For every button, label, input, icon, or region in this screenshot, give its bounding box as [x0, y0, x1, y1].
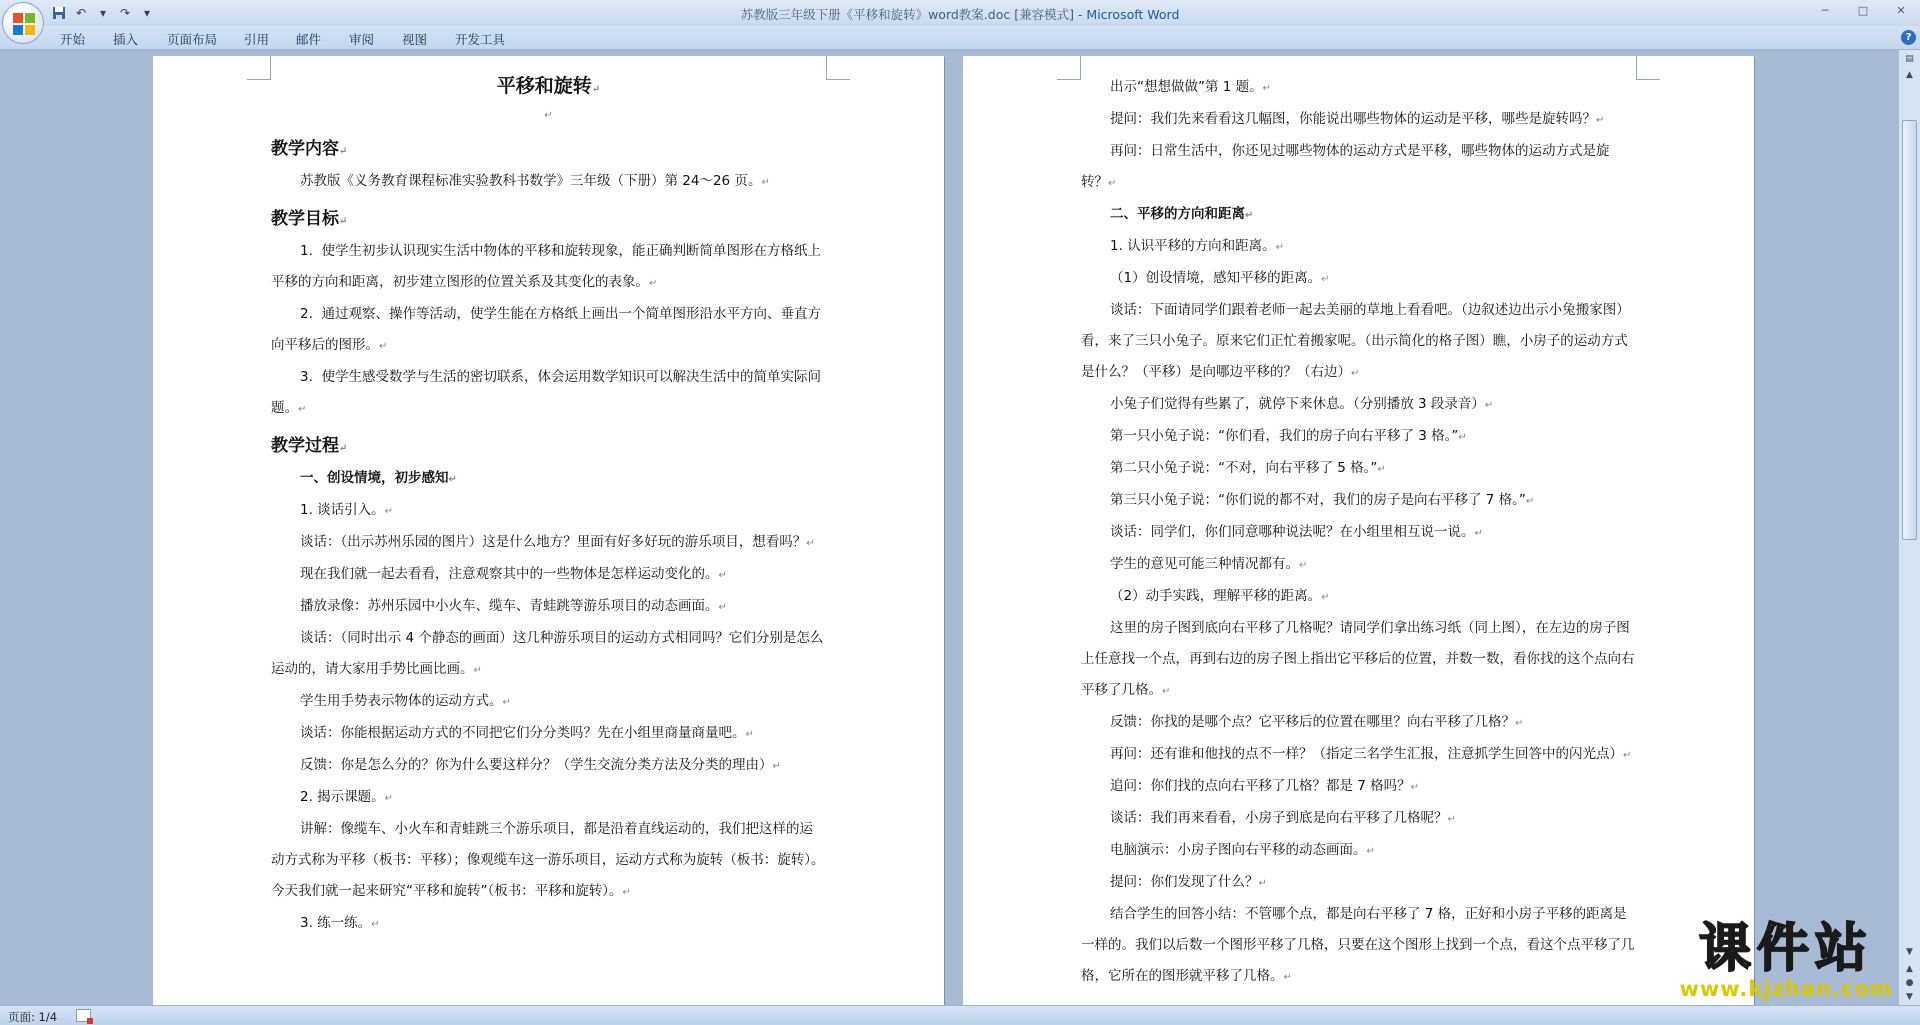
paragraph-text: 教学内容 — [271, 139, 339, 159]
paragraph-text: 这里的房子图到底向右平移了几格呢？请同学们拿出练习纸（同上图），在左边的房子图上任意找一个点，再到右边的房子图上指出它平移后的位置，并数一数，看你找的这个点向右平移了几格。 — [1081, 620, 1635, 698]
paragraph — [1081, 231, 1636, 263]
page-1-paragraphs — [271, 135, 826, 940]
paragraph-text: 电脑演示：小房子图向右平移的动态画面。 — [1110, 842, 1367, 858]
paragraph-mark: ↵ — [1484, 400, 1494, 411]
document-page-1[interactable] — [153, 56, 944, 1005]
ribbon-tabs — [0, 26, 1920, 50]
paragraph — [271, 718, 826, 750]
next-page-icon[interactable]: ▼ — [1906, 992, 1913, 1002]
margin-corner-mark — [1636, 56, 1660, 80]
document-workspace — [0, 50, 1898, 1005]
document-title: 苏教版三年级下册《平移和旋转》word教案.doc [兼容模式] - — [740, 7, 1087, 22]
paragraph — [271, 623, 826, 686]
section-heading — [271, 205, 826, 236]
scroll-down-icon[interactable]: ▼ — [1906, 947, 1913, 957]
paragraph-text: 学生的意见可能三种情况都有。 — [1110, 556, 1299, 572]
paragraph-text: 谈话：（出示苏州乐园的图片）这是什么地方？里面有好多好玩的游乐项目，想看吗？ — [300, 534, 807, 550]
paragraph-text: 3. 练一练。 — [300, 915, 372, 931]
paragraph-mark: ↵ — [339, 216, 348, 227]
paragraph-text: 1. 使学生初步认识现实生活中物体的平移和旋转现象，能正确判断简单图形在方格纸上平移的方向和距离，初步建立图形的位置关系及其变化的表象。 — [271, 243, 821, 290]
paragraph-mark: ↵ — [1447, 814, 1456, 825]
paragraph — [271, 686, 826, 718]
empty-paragraph — [271, 102, 826, 128]
paragraph — [1081, 389, 1636, 421]
paragraph-mark: ↵ — [379, 341, 388, 352]
paragraph-mark: ↵ — [806, 538, 815, 549]
margin-corner-mark — [247, 56, 271, 80]
paragraph-text: 反馈：你找的是哪个点？它平移后的位置在哪里？向右平移了几格？ — [1110, 714, 1515, 730]
paragraph — [271, 814, 826, 908]
paragraph-text: 1. 认识平移的方向和距离。 — [1110, 238, 1276, 254]
paragraph — [1081, 136, 1636, 199]
paragraph — [271, 527, 826, 559]
close-button[interactable]: ✕ — [1896, 3, 1906, 17]
paragraph-text: 谈话：同学们，你们同意哪种说法呢？在小组里相互说一说。 — [1110, 524, 1475, 540]
paragraph-mark: ↵ — [718, 602, 727, 613]
paragraph — [271, 362, 826, 425]
paragraph — [1081, 263, 1636, 295]
margin-corner-mark — [1057, 56, 1081, 80]
paragraph-mark: ↵ — [1245, 210, 1254, 221]
paragraph-text: 2. 通过观察、操作等活动，使学生能在方格纸上画出一个简单图形沿水平方向、垂直方向平移后的图形。 — [271, 306, 821, 353]
paragraph-text: 教学过程 — [271, 436, 339, 456]
section-heading — [271, 432, 826, 463]
paragraph-mark: ↵ — [339, 146, 348, 157]
paragraph-text: 现在我们就一起去看看，注意观察其中的一些物体是怎样运动变化的。 — [300, 566, 719, 582]
paragraph-text: 谈话：下面请同学们跟着老师一起去美丽的草地上看看吧。（边叙述边出示小兔搬家图）看，来了三只小兔子。原来它们正忙着搬家呢。（出示简化的格子图）瞧，小房子的运动方式是什么？（平移）是向哪边平移的？（右边） — [1081, 302, 1630, 380]
margin-corner-mark — [826, 56, 850, 80]
paragraph — [1081, 613, 1636, 707]
paragraph — [1081, 581, 1636, 613]
paragraph-mark: ↵ — [448, 474, 457, 485]
previous-page-icon[interactable]: ▲ — [1906, 964, 1913, 974]
paragraph — [271, 908, 826, 940]
watermark-text: 课件站 — [1698, 919, 1873, 979]
paragraph-mark: ↵ — [745, 729, 754, 740]
paragraph-text: 播放录像：苏州乐园中小火车、缆车、青蛙跳等游乐项目的动态画面。 — [300, 598, 719, 614]
paragraph-mark: ↵ — [384, 793, 394, 804]
view-ruler-icon[interactable]: ▤ — [1905, 54, 1914, 64]
paragraph-mark: ↵ — [473, 665, 482, 676]
paragraph-text: 第三只小兔子说：“你们说的都不对，我们的房子是向右平移了 7 格。” — [1110, 492, 1526, 508]
help-icon[interactable]: ? — [1901, 30, 1916, 45]
paragraph-text: 出示“想想做做”第 1 题。 — [1110, 79, 1263, 95]
paragraph-text: 谈话：你能根据运动方式的不同把它们分分类吗？先在小组里商量商量吧。 — [300, 725, 746, 741]
document-heading — [271, 70, 826, 102]
paragraph-text: 讲解：像缆车、小火车和青蛙跳三个游乐项目，都是沿着直线运动的，我们把这样的运动方式称为平移（板书：平移）；像观缆车这一游乐项目，运动方式称为旋转（板书：旋转）。今天我们就一起来研究“平移和旋转”（板书：平移和旋转）。 — [271, 821, 825, 899]
tab-references[interactable]: 引用 — [244, 32, 270, 47]
paragraph-text: 第一只小兔子说：“你们看，我们的房子向右平移了 3 格。” — [1110, 428, 1459, 444]
paragraph — [1081, 771, 1636, 803]
paragraph — [271, 559, 826, 591]
vertical-scrollbar[interactable] — [1898, 50, 1920, 1005]
paragraph-mark: ↵ — [591, 84, 601, 95]
paragraph-text: 反馈：你是怎么分的？你为什么要这样分？（学生交流分类方法及分类的理由） — [300, 757, 773, 773]
paragraph-mark: ↵ — [371, 919, 380, 930]
paragraph — [271, 782, 826, 814]
paragraph-mark: ↵ — [1623, 750, 1632, 761]
document-page-2[interactable] — [963, 56, 1754, 1005]
paragraph-text: 3. 使学生感受数学与生活的密切联系，体会运用数学知识可以解决生活中的简单实际问题。 — [271, 369, 821, 416]
paragraph-text: 二、平移的方向和距离 — [1110, 206, 1245, 222]
paragraph — [1081, 453, 1636, 485]
paragraph-mark: ↵ — [622, 887, 631, 898]
watermark-url: www.kjzhan.com — [1679, 977, 1893, 1001]
title-bar — [0, 0, 1920, 26]
paragraph-mark: ↵ — [502, 697, 511, 708]
paragraph-text: （2）动手实践，理解平移的距离。 — [1110, 588, 1322, 604]
paragraph-mark: ↵ — [772, 761, 781, 772]
scrollbar-thumb[interactable] — [1902, 120, 1917, 540]
paragraph — [1081, 199, 1636, 231]
paragraph — [271, 463, 826, 495]
page-2-paragraphs — [1081, 72, 1636, 993]
paragraph — [1081, 803, 1636, 835]
paragraph-mark: ↵ — [339, 443, 348, 454]
paragraph — [1081, 899, 1636, 993]
paragraph-mark: ↵ — [1525, 496, 1535, 507]
paragraph — [1081, 104, 1636, 136]
office-button[interactable] — [2, 2, 44, 44]
section-heading — [271, 135, 826, 166]
paragraph — [1081, 485, 1636, 517]
paragraph-text: 提问：我们先来看看这几幅图，你能说出哪些物体的运动是平移，哪些是旋转吗？ — [1110, 111, 1596, 127]
paragraph-mark: ↵ — [1299, 560, 1308, 571]
tab-view[interactable]: 视图 — [402, 32, 428, 47]
paragraph-mark: ↵ — [1596, 115, 1605, 126]
undo-dropdown-icon[interactable]: ▾ — [99, 6, 107, 20]
paragraph-mark: ↵ — [1108, 178, 1117, 189]
paragraph — [271, 495, 826, 527]
paragraph — [271, 166, 826, 198]
app-name: Microsoft Word — [1086, 7, 1180, 22]
paragraph-text: 再问：日常生活中，你还见过哪些物体的运动方式是平移，哪些物体的运动方式是旋转？ — [1081, 143, 1610, 190]
paragraph-mark: ↵ — [1474, 528, 1483, 539]
redo-icon[interactable]: ↷ — [119, 6, 131, 20]
paragraph-mark: ↵ — [1283, 972, 1292, 983]
status-bar — [0, 1005, 1920, 1025]
paragraph-text: 小兔子们觉得有些累了，就停下来休息。（分别播放 3 段录音） — [1110, 396, 1485, 412]
window-title — [0, 5, 1920, 23]
paragraph — [1081, 835, 1636, 867]
paragraph-mark: ↵ — [298, 404, 307, 415]
page-indicator[interactable]: 页面: 1/4 — [8, 1010, 58, 1024]
paragraph-text: 苏教版《义务教育课程标准实验教科书数学》三年级（下册）第 24～26 页。 — [300, 173, 762, 189]
paragraph — [1081, 549, 1636, 581]
paragraph — [271, 236, 826, 299]
page-2-text[interactable] — [1081, 72, 1636, 993]
scroll-up-icon[interactable]: ▲ — [1906, 70, 1913, 80]
site-watermark — [1668, 920, 1904, 1000]
paragraph-mark: ↵ — [1351, 368, 1360, 379]
paragraph-mark: ↵ — [761, 177, 770, 188]
paragraph-mark: ↵ — [384, 506, 394, 517]
maximize-button[interactable]: □ — [1857, 3, 1869, 17]
browse-object-icon[interactable]: ● — [1905, 978, 1914, 988]
page-1-text[interactable] — [271, 70, 826, 940]
paragraph — [1081, 421, 1636, 453]
undo-icon[interactable]: ↶ — [75, 6, 87, 20]
paragraph — [1081, 72, 1636, 104]
paragraph-mark: ↵ — [1410, 782, 1420, 793]
paragraph-mark: ↵ — [1258, 878, 1267, 889]
paragraph-text: （1）创设情境，感知平移的距离。 — [1110, 270, 1322, 286]
paragraph — [1081, 739, 1636, 771]
paragraph-mark: ↵ — [1366, 846, 1375, 857]
paragraph — [1081, 707, 1636, 739]
office-logo-icon — [13, 13, 35, 35]
paragraph-text: 谈话：（同时出示 4 个静态的画面）这几种游乐项目的运动方式相同吗？它们分别是怎么运动的，请大家用手势比画比画。 — [271, 630, 824, 677]
paragraph-text: 教学目标 — [271, 209, 339, 229]
paragraph — [271, 591, 826, 623]
tab-review[interactable]: 审阅 — [349, 32, 375, 47]
paragraph-text: 再问：还有谁和他找的点不一样？（指定三名学生汇报，注意抓学生回答中的闪光点） — [1110, 746, 1623, 762]
paragraph — [1081, 295, 1636, 389]
paragraph-mark: ↵ — [1162, 686, 1171, 697]
paragraph — [271, 299, 826, 362]
paragraph-mark: ↵ — [1321, 274, 1330, 285]
paragraph-text: 第二只小兔子说：“不对，向右平移了 5 格。” — [1110, 460, 1378, 476]
paragraph-text: 谈话：我们再来看看，小房子到底是向右平移了几格呢？ — [1110, 810, 1448, 826]
paragraph-mark: ↵ — [649, 278, 658, 289]
window-controls — [1806, 0, 1920, 20]
paragraph-text: 1. 谈话引入。 — [300, 502, 385, 518]
paragraph-text: 追问：你们找的点向右平移了几格？都是 7 格吗？ — [1110, 778, 1411, 794]
tab-page-layout[interactable]: 页面布局 — [167, 32, 218, 47]
customize-qat-icon[interactable]: ▾ — [143, 6, 151, 20]
paragraph-mark: ↵ — [1377, 464, 1386, 475]
paragraph-text: 学生用手势表示物体的运动方式。 — [300, 693, 503, 709]
paragraph-mark: ↵ — [1262, 83, 1272, 94]
paragraph-mark: ↵ — [718, 570, 727, 581]
minimize-button[interactable]: ─ — [1821, 3, 1829, 17]
paragraph-mark: ↵ — [1321, 592, 1330, 603]
paragraph-mark: ↵ — [1458, 432, 1467, 443]
proofing-status-icon[interactable] — [76, 1009, 91, 1022]
tab-home[interactable]: 开始 — [60, 32, 86, 47]
document-heading-text: 平移和旋转 — [496, 75, 592, 97]
paragraph-text: 结合学生的回答小结：不管哪个点，都是向右平移了 7 格，正好和小房子平移的距离是一样的。我们以后数一个图形平移了几格，只要在这个图形上找到一个点，看这个点平移了几格，它所在的图形就平移了几格。 — [1081, 906, 1635, 984]
tab-mailings[interactable]: 邮件 — [296, 32, 322, 47]
paragraph-text: 提问：你们发现了什么？ — [1110, 874, 1259, 890]
paragraph-mark: ↵ — [1275, 242, 1285, 253]
paragraph-mark: ↵ — [544, 110, 553, 121]
paragraph-text: 一、创设情境，初步感知 — [300, 470, 449, 486]
tab-insert[interactable]: 插入 — [113, 32, 139, 47]
tab-developer[interactable]: 开发工具 — [455, 32, 506, 47]
paragraph — [271, 750, 826, 782]
paragraph — [1081, 867, 1636, 899]
paragraph-text: 2. 揭示课题。 — [300, 789, 385, 805]
paragraph — [1081, 517, 1636, 549]
paragraph-mark: ↵ — [1515, 718, 1524, 729]
